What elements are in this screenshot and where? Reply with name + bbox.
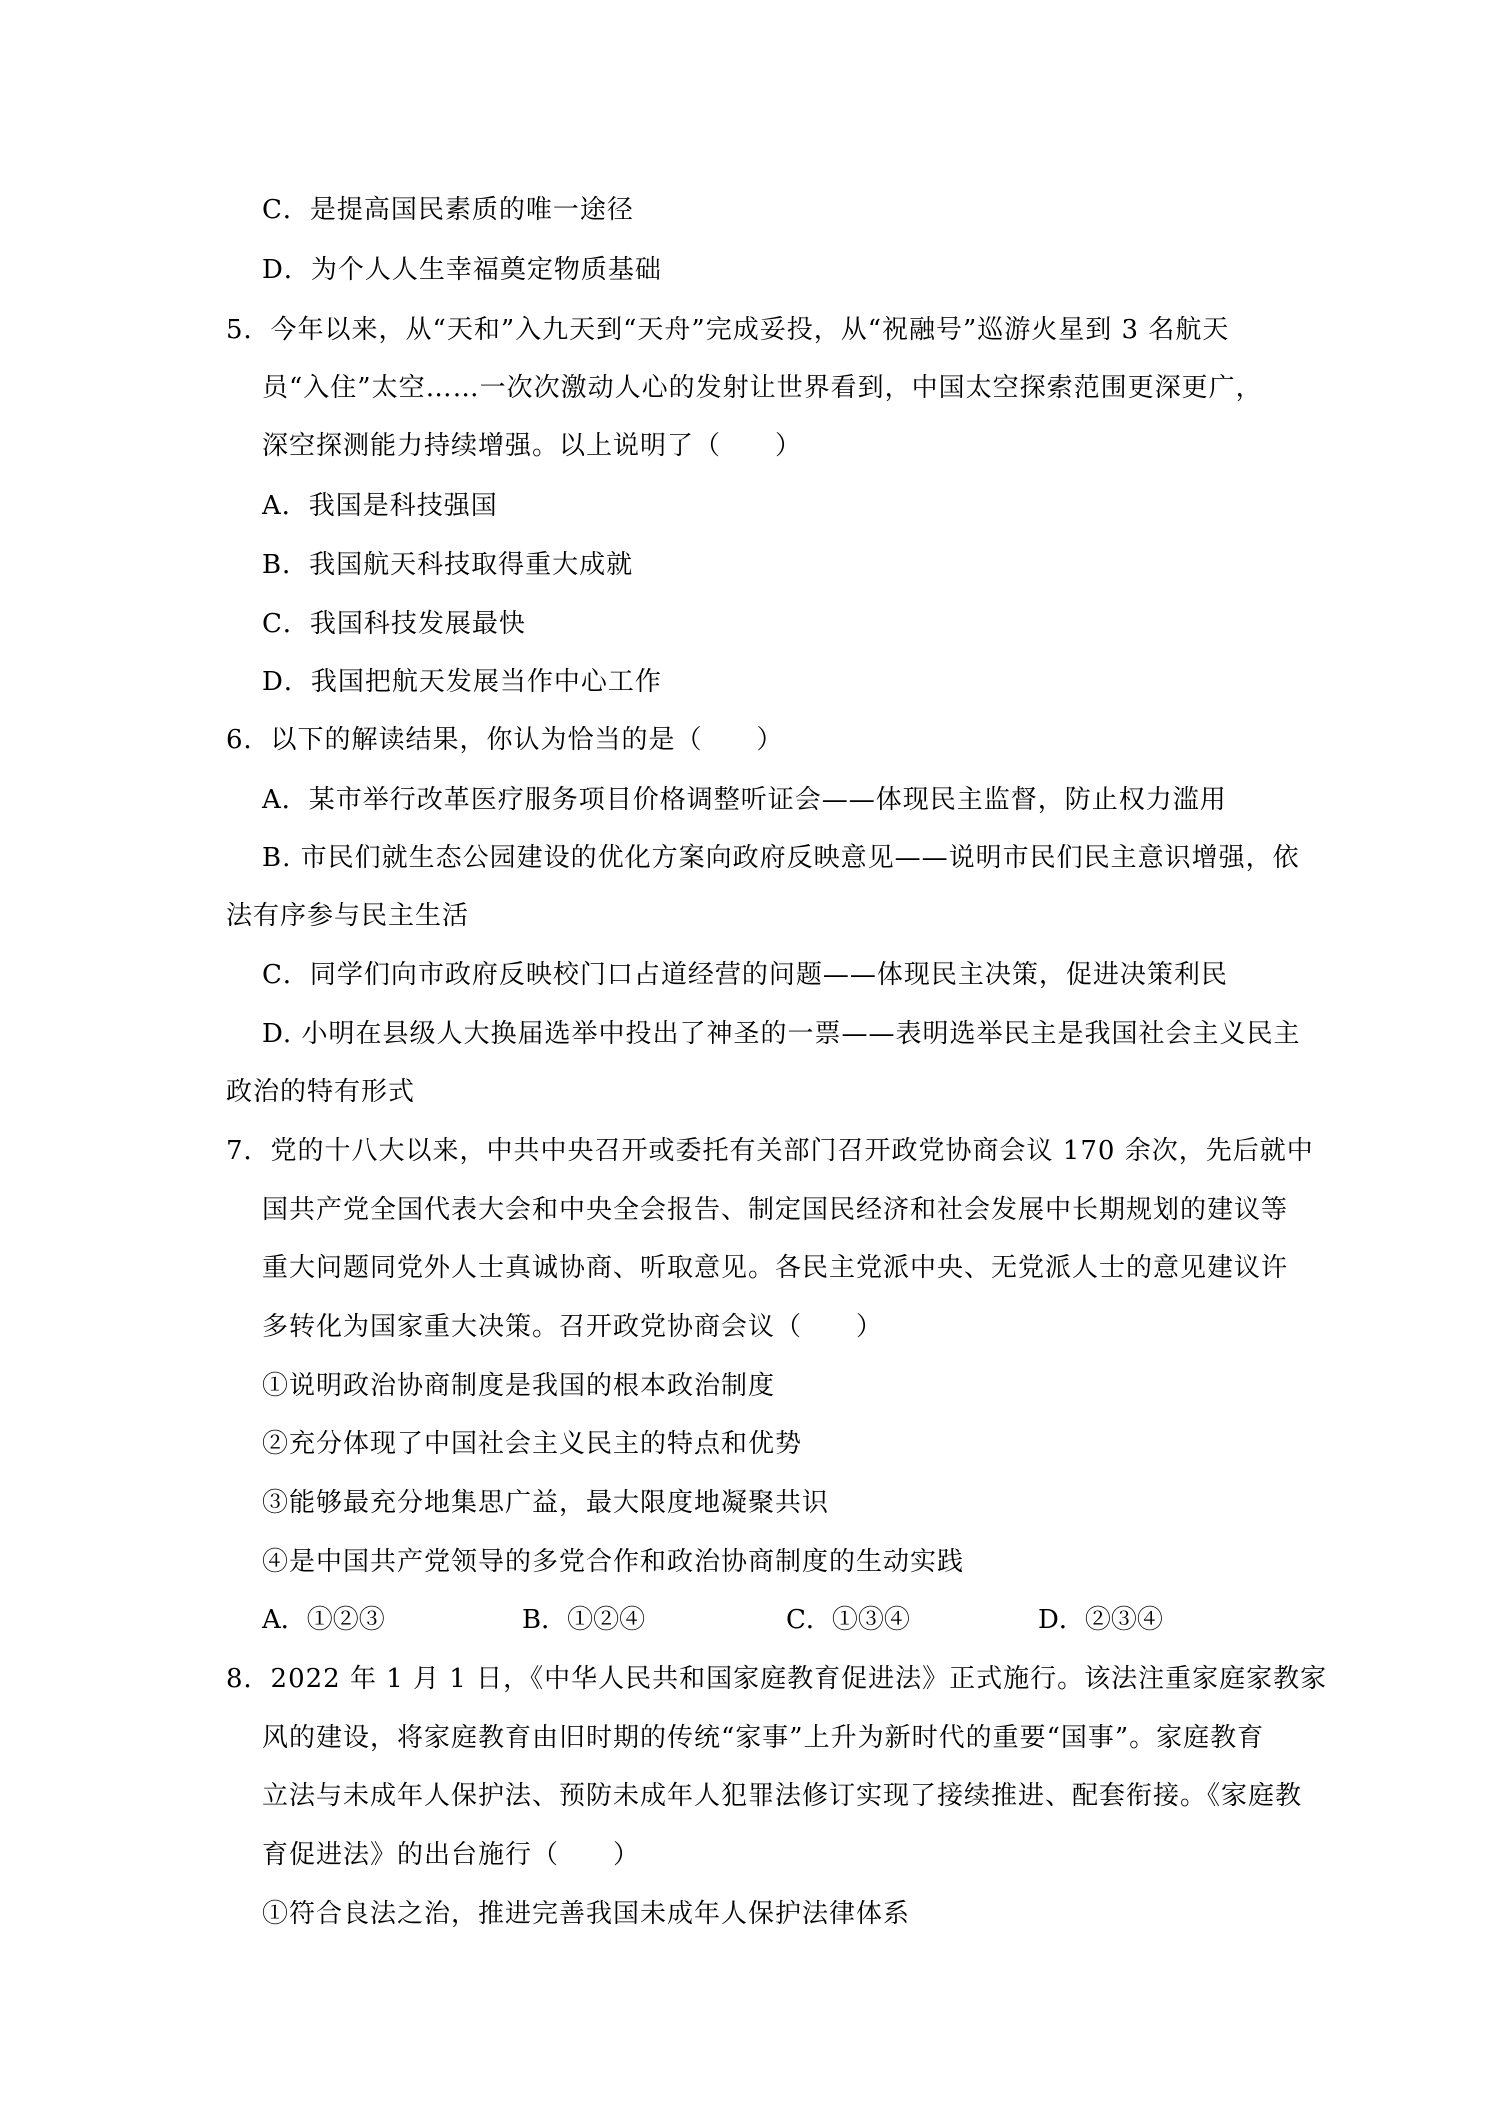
q5-option-b: B．我国航天科技取得重大成就 <box>262 550 634 580</box>
q7-stem-line-4: 多转化为国家重大决策。召开政党协商会议（ ） <box>262 1312 884 1342</box>
q6-option-b-line-1: B. 市民们就生态公园建设的优化方案向政府反映意见——说明市民们民主意识增强，依 <box>262 843 1300 873</box>
q8-stem-line-2: 风的建设，将家庭教育由旧时期的传统“家事”上升为新时代的重要“国事”。家庭教育 <box>262 1723 1265 1753</box>
q8-stem-line-3: 立法与未成年人保护法、预防未成年人犯罪法修订实现了接续推进、配套衔接。《家庭教 <box>262 1781 1303 1811</box>
q7-statement-3: ③能够最充分地集思广益，最大限度地凝聚共识 <box>262 1488 830 1518</box>
q7-options-row <box>262 1603 1163 1637</box>
q6-option-c: C．同学们向市政府反映校门口占道经营的问题——体现民主决策，促进决策利民 <box>262 960 1228 990</box>
q6-option-d-line-1: D. 小明在县级人大换届选举中投出了神圣的一票——表明选举民主是我国社会主义民主 <box>262 1019 1301 1049</box>
q7-statement-2: ②充分体现了中国社会主义民主的特点和优势 <box>262 1429 803 1459</box>
q4-option-c: C．是提高国民素质的唯一途径 <box>262 195 634 225</box>
q8-statement-1: ①符合良法之治，推进完善我国未成年人保护法律体系 <box>262 1899 911 1929</box>
q4-option-d: D．为个人人生幸福奠定物质基础 <box>262 255 662 285</box>
q6-option-a: A．某市举行改革医疗服务项目价格调整听证会——体现民主监督，防止权力滥用 <box>262 785 1227 815</box>
q7-option-c: C．①③④ <box>786 1605 910 1635</box>
q5-stem-line-3: 深空探测能力持续增强。以上说明了（ ） <box>262 431 803 461</box>
q5-option-a: A．我国是科技强国 <box>262 491 498 521</box>
q7-stem-line-2: 国共产党全国代表大会和中央全会报告、制定国民经济和社会发展中长期规划的建议等 <box>262 1195 1289 1225</box>
q7-statement-1: ①说明政治协商制度是我国的根本政治制度 <box>262 1371 776 1401</box>
q7-stem-line-3: 重大问题同党外人士真诚协商、听取意见。各民主党派中央、无党派人士的意见建议许 <box>262 1253 1289 1283</box>
q5-stem-line-1: 5．今年以来，从“天和”入九天到“天舟”完成妥投，从“祝融号”巡游火星到 3 名航天 <box>226 315 1230 345</box>
q8-stem-line-4: 育促进法》的出台施行（ ） <box>262 1840 641 1870</box>
q7-option-a: A．①②③ <box>262 1605 385 1635</box>
q6-option-b-line-2: 法有序参与民主生活 <box>226 901 470 931</box>
q5-option-c: C．我国科技发展最快 <box>262 609 526 639</box>
q7-statement-4: ④是中国共产党领导的多党合作和政治协商制度的生动实践 <box>262 1547 965 1577</box>
q8-stem-line-1: 8．2022 年 1 月 1 日，《中华人民共和国家庭教育促进法》正式施行。该法注重家庭家教家 <box>226 1664 1328 1694</box>
q6-stem: 6．以下的解读结果，你认为恰当的是（ ） <box>226 725 784 755</box>
q7-stem-line-1: 7．党的十八大以来，中共中央召开或委托有关部门召开政党协商会议 170 余次，先后就中 <box>226 1136 1314 1166</box>
q5-stem-line-2: 员“入住”太空……一次次激动人心的发射让世界看到，中国太空探索范围更深更广， <box>262 373 1263 403</box>
q7-option-b: B．①②④ <box>522 1605 646 1635</box>
q6-option-d-line-2: 政治的特有形式 <box>226 1077 416 1107</box>
q5-option-d: D．我国把航天发展当作中心工作 <box>262 667 662 697</box>
q7-option-d: D．②③④ <box>1038 1605 1163 1635</box>
